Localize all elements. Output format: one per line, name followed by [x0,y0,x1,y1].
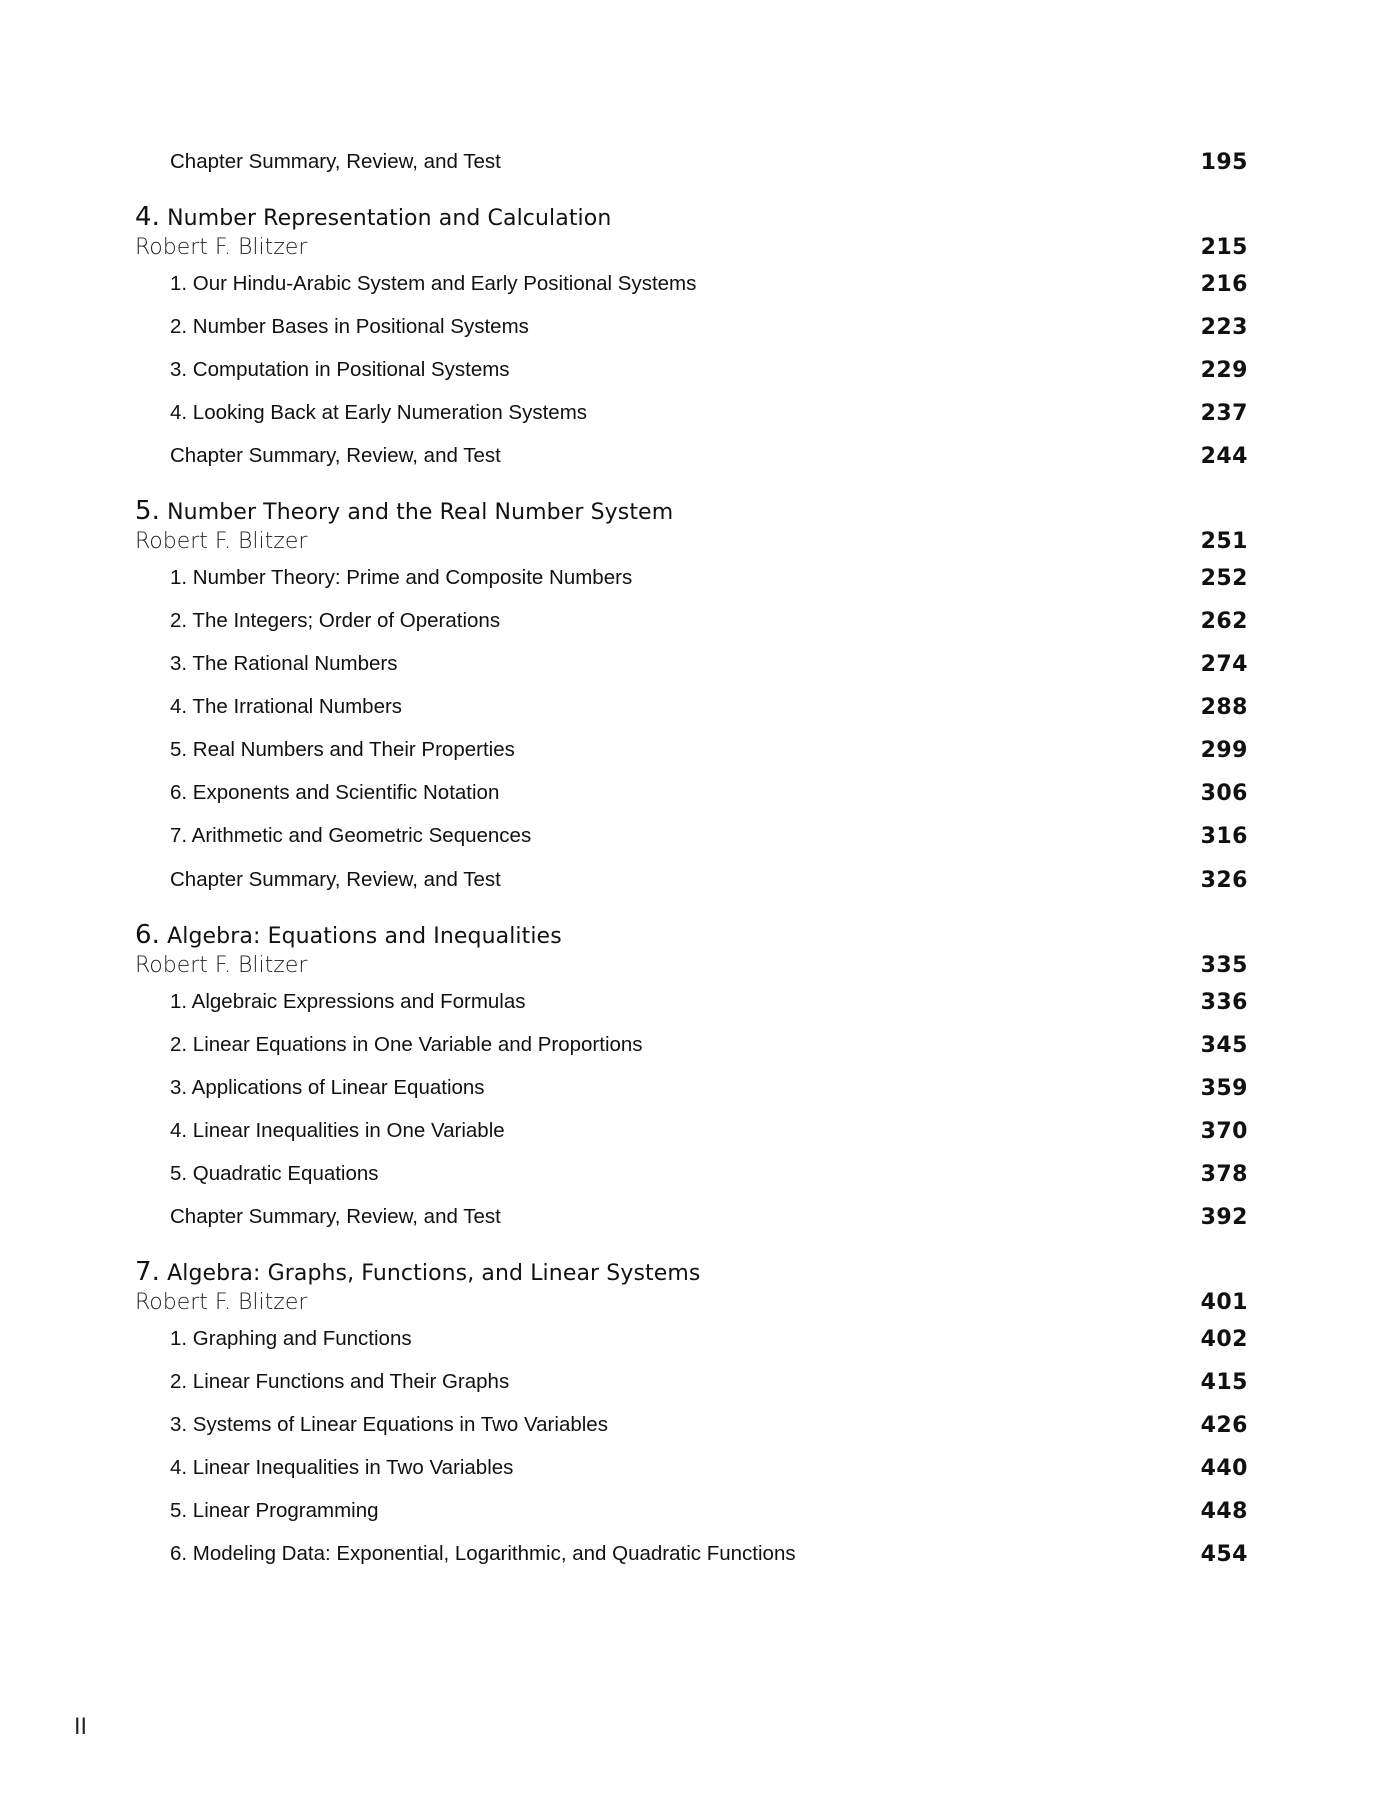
section-title: 4. Linear Inequalities in One Variable [170,1119,505,1142]
page-number: 378 [1200,1162,1248,1187]
section-title: 5. Real Numbers and Their Properties [170,738,515,761]
chapter-author: Robert F. Blitzer [135,1290,308,1315]
page-number: 426 [1200,1413,1248,1438]
page-number: 370 [1200,1119,1248,1144]
section-title: 5. Linear Programming [170,1499,379,1522]
page-number: 448 [1200,1499,1248,1524]
chapter-title: 6. Algebra: Equations and Inequalities [135,920,562,950]
page-number: 262 [1200,609,1248,634]
section-title: 1. Number Theory: Prime and Composite Numbers [170,566,633,589]
section-title: 2. Linear Equations in One Variable and Proportions [170,1033,643,1056]
page-folio: II [74,1715,87,1740]
section-title: 6. Exponents and Scientific Notation [170,781,500,804]
page-number: 299 [1200,738,1248,763]
chapter-author: Robert F. Blitzer [135,529,308,554]
chapter-author: Robert F. Blitzer [135,953,308,978]
section-title: 5. Quadratic Equations [170,1162,379,1185]
section-title: 3. Applications of Linear Equations [170,1076,485,1099]
chapter-title: 7. Algebra: Graphs, Functions, and Linear Systems [135,1257,701,1287]
section-title: 3. Systems of Linear Equations in Two Variables [170,1413,608,1436]
section-title: Chapter Summary, Review, and Test [170,444,501,467]
page-number: 237 [1200,401,1248,426]
page-number: 392 [1200,1205,1248,1230]
page-number: 440 [1200,1456,1248,1481]
section-title: Chapter Summary, Review, and Test [170,150,501,173]
page-number: 401 [1200,1290,1248,1315]
section-title: 1. Algebraic Expressions and Formulas [170,990,526,1013]
section-title: 2. Linear Functions and Their Graphs [170,1370,510,1393]
section-title: 2. Number Bases in Positional Systems [170,315,529,338]
section-title: 4. Looking Back at Early Numeration Systems [170,401,588,424]
page-number: 402 [1200,1327,1248,1352]
page-number: 326 [1200,868,1248,893]
page-number: 251 [1200,529,1248,554]
page-number: 415 [1200,1370,1248,1395]
section-title: 3. The Rational Numbers [170,652,398,675]
page-number: 274 [1200,652,1248,677]
page-number: 335 [1200,953,1248,978]
page-number: 244 [1200,444,1248,469]
section-title: 2. The Integers; Order of Operations [170,609,501,632]
page-number: 345 [1200,1033,1248,1058]
page-number: 288 [1200,695,1248,720]
page-number: 229 [1200,358,1248,383]
page-number: 336 [1200,990,1248,1015]
page-number: 223 [1200,315,1248,340]
section-title: 7. Arithmetic and Geometric Sequences [170,824,532,847]
page-number: 216 [1200,272,1248,297]
chapter-author: Robert F. Blitzer [135,235,308,260]
section-title: Chapter Summary, Review, and Test [170,868,501,891]
section-title: 6. Modeling Data: Exponential, Logarithmic, and Quadratic Functions [170,1542,796,1565]
page-number: 252 [1200,566,1248,591]
section-title: 4. The Irrational Numbers [170,695,403,718]
section-title: 1. Our Hindu-Arabic System and Early Positional Systems [170,272,697,295]
page-number: 215 [1200,235,1248,260]
section-title: 3. Computation in Positional Systems [170,358,510,381]
page-number: 359 [1200,1076,1248,1101]
page-number: 306 [1200,781,1248,806]
chapter-title: 5. Number Theory and the Real Number System [135,496,674,526]
section-title: 4. Linear Inequalities in Two Variables [170,1456,514,1479]
page-number: 316 [1200,824,1248,849]
section-title: 1. Graphing and Functions [170,1327,412,1350]
page-number: 195 [1200,150,1248,175]
page-number: 454 [1200,1542,1248,1567]
chapter-title: 4. Number Representation and Calculation [135,202,612,232]
section-title: Chapter Summary, Review, and Test [170,1205,501,1228]
